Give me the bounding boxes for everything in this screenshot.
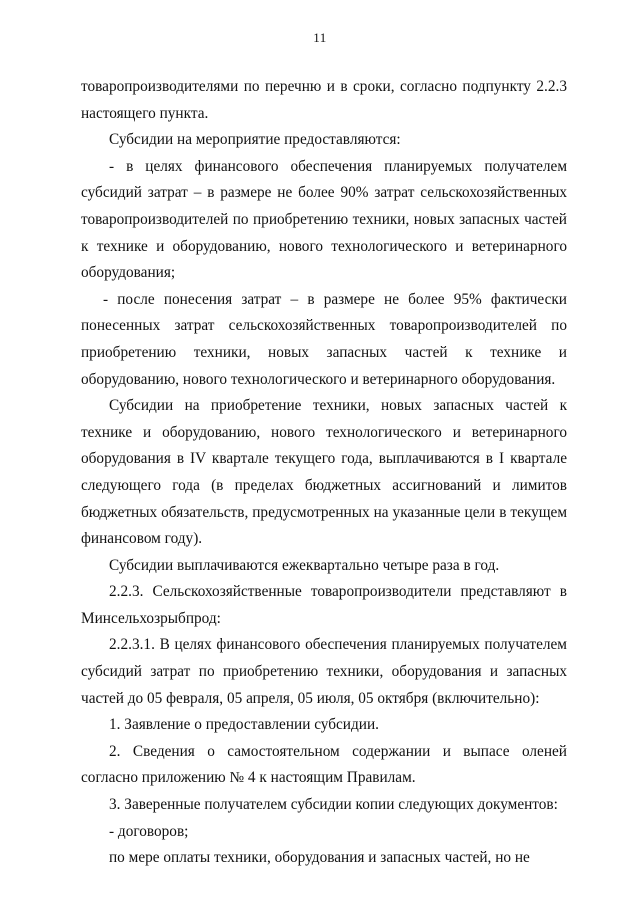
paragraph-subsidies-intro: Субсидии на мероприятие предоставляются: — [109, 131, 401, 149]
document-body — [81, 74, 567, 872]
paragraph-2-2-3: 2.2.3. Сельскохозяйственные товаропроизводители представляют в Минсельхозрыбпрод: — [81, 583, 567, 627]
list-subitem-contracts: - договоров; — [109, 822, 189, 840]
paragraph-continuation: товаропроизводителями по перечню и в сроки, согласно подпункту 2.2.3 настоящего пункта. — [81, 78, 567, 122]
paragraph-after-costs-95: - после понесения затрат – в размере не более 95% фактически понесенных затрат сельскохозяйственных товаропроизводителей по приобретению техники, новых запасных частей к технике и оборудованию, нового технологического и ветеринарного оборудования. — [81, 290, 567, 388]
list-item-1: 1. Заявление о предоставлении субсидии. — [109, 716, 379, 734]
paragraph-q4-payment: Субсидии на приобретение техники, новых запасных частей к технике и оборудованию, нового технологического и ветеринарного оборудования в IV квартале текущего года, выплачиваются в I квартале следующего года (в пределах бюджетных ассигнований и лимитов бюджетных обязательств, предусмотренных на указанные цели в текущем финансовом году). — [81, 397, 567, 548]
paragraph-quarterly: Субсидии выплачиваются ежеквартально четыре раза в год. — [109, 556, 500, 574]
list-item-3: 3. Заверенные получателем субсидии копии следующих документов: — [109, 796, 558, 814]
paragraph-payment-continuation: по мере оплаты техники, оборудования и запасных частей, но не — [109, 849, 530, 867]
paragraph-financing-90: - в целях финансового обеспечения планируемых получателем субсидий затрат – в размере не более 90% затрат сельскохозяйственных товаропроизводителей по приобретению техники, новых запасных частей к технике и оборудованию, нового технологического и ветеринарного оборудования; — [81, 157, 567, 282]
page-number: 11 — [313, 30, 327, 45]
list-item-2: 2. Сведения о самостоятельном содержании и выпасе оленей согласно приложению № 4 к настоящим Правилам. — [81, 742, 567, 787]
paragraph-2-2-3-1: 2.2.3.1. В целях финансового обеспечения планируемых получателем субсидий затрат по приобретению техники, оборудования и запасных частей до 05 февраля, 05 апреля, 05 июля, 05 октября (включительно): — [81, 636, 567, 707]
